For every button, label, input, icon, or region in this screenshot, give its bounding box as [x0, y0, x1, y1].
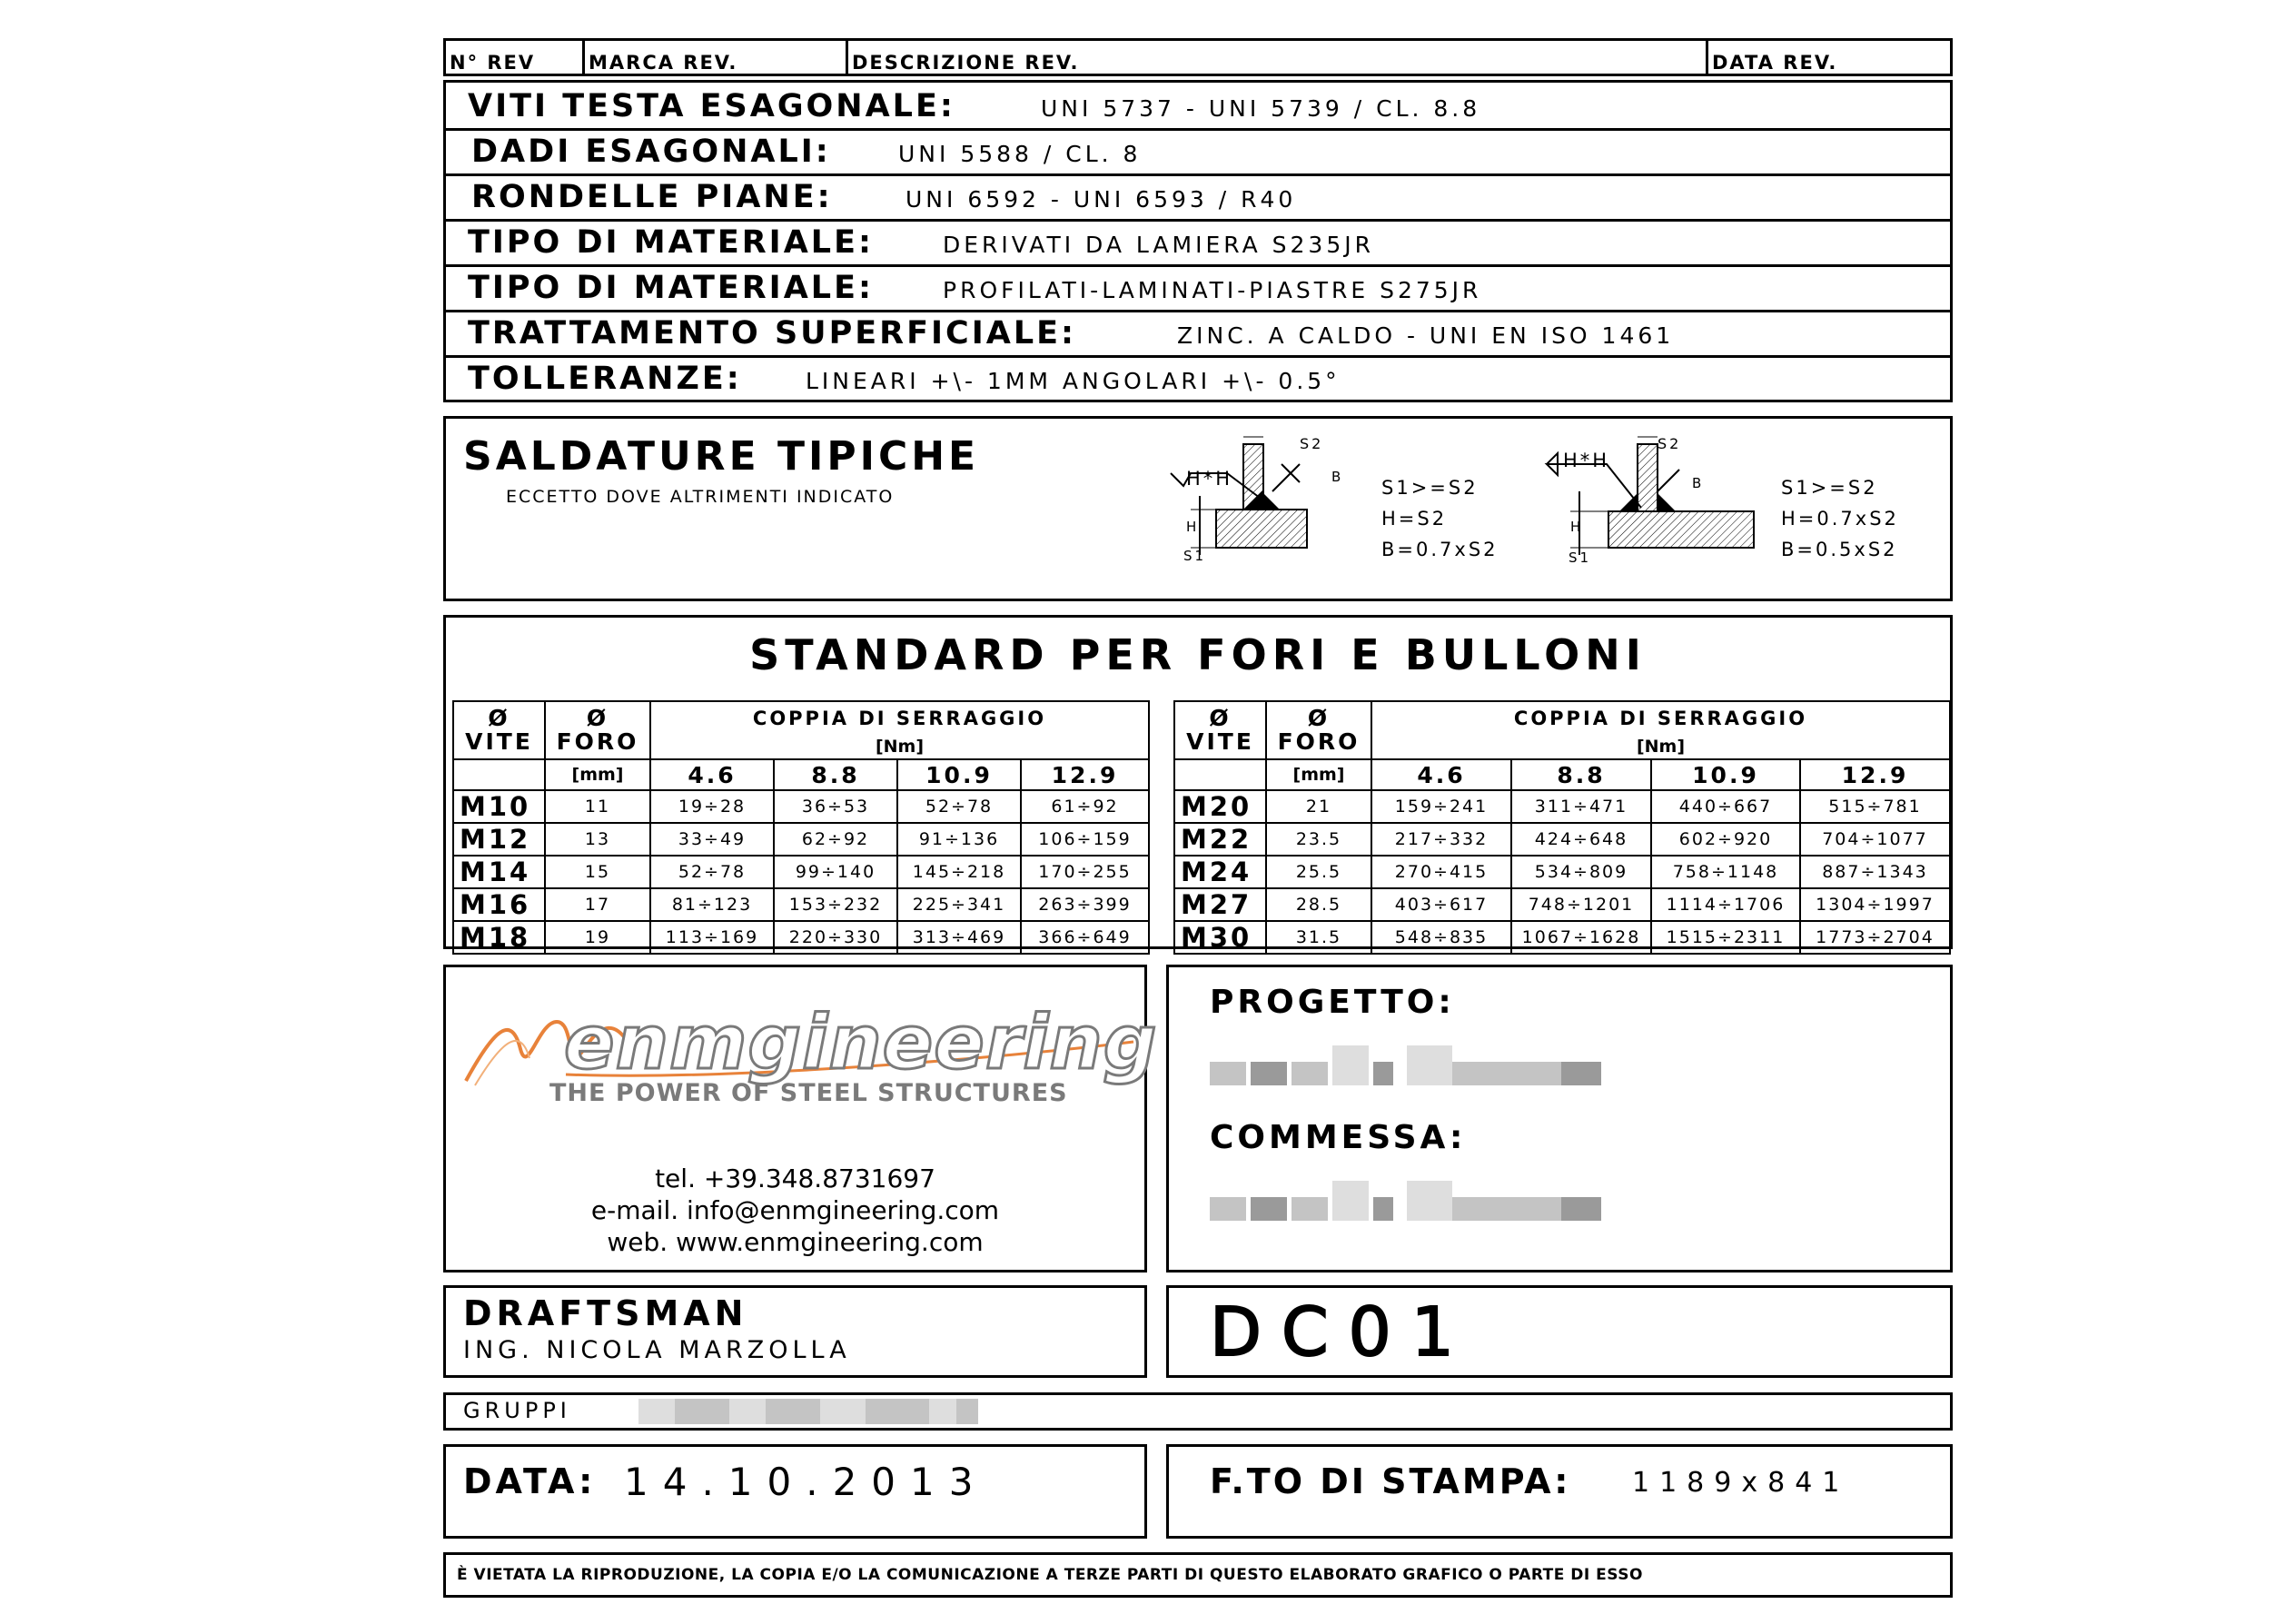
weld1-rule: H=S2 [1381, 508, 1448, 530]
torque-value: 220÷330 [774, 921, 897, 954]
copyright-notice: È VIETATA LA RIPRODUZIONE, LA COPIA E/O LA COMUNICAZIONE A TERZE PARTI DI QUESTO ELABORATO GRAFICO O PARTE DI ESSO [457, 1566, 1643, 1584]
spec-row [446, 264, 1950, 312]
spec-label: RONDELLE PIANE: [471, 179, 833, 215]
torque-value: 534÷809 [1511, 856, 1651, 888]
weld2-rule: B=0.5xS2 [1781, 539, 1898, 560]
company-web: web. www.enmgineering.com [607, 1227, 984, 1257]
spec-value: LINEARI +\- 1MM ANGOLARI +\- 0.5° [806, 368, 1341, 394]
spec-label: TOLLERANZE: [468, 361, 742, 397]
rev-number-cell [446, 41, 585, 74]
torque-header: COPPIA DI SERRAGGIO [650, 701, 1149, 734]
torque-value: 748÷1201 [1511, 888, 1651, 921]
torque-value: 62÷92 [774, 823, 897, 856]
torque-value: 91÷136 [897, 823, 1021, 856]
bolt-size: M10 [453, 790, 545, 823]
hole-diameter: 25.5 [1266, 856, 1371, 888]
grade-header: 10.9 [1651, 759, 1800, 790]
spec-value: DERIVATI DA LAMIERA S235JR [943, 232, 1374, 258]
torque-value: 36÷53 [774, 790, 897, 823]
spec-value: PROFILATI-LAMINATI-PIASTRE S275JR [943, 277, 1482, 303]
torque-value: 704÷1077 [1800, 823, 1950, 856]
bolt-row [453, 921, 1149, 954]
hole-diameter: 21 [1266, 790, 1371, 823]
grade-header: 10.9 [897, 759, 1021, 790]
torque-value: 602÷920 [1651, 823, 1800, 856]
date-value: 14.10.2013 [624, 1460, 988, 1504]
bolt-row [1174, 888, 1950, 921]
print-format-label: F.TO DI STAMPA: [1210, 1461, 1571, 1501]
foro-label: FORO [1277, 728, 1361, 755]
spec-row [446, 173, 1950, 222]
torque-value: 153÷232 [774, 888, 897, 921]
spec-label: TIPO DI MATERIALE: [468, 270, 874, 306]
hole-diameter: 31.5 [1266, 921, 1371, 954]
rev-description-cell [848, 41, 1708, 74]
torque-value: 81÷123 [650, 888, 774, 921]
rev-number-header: N° REV [450, 52, 536, 74]
bolt-row [453, 823, 1149, 856]
bolt-size: M30 [1174, 921, 1266, 954]
bolt-size: M27 [1174, 888, 1266, 921]
vite-header [1174, 701, 1266, 759]
torque-value: 1773÷2704 [1800, 921, 1950, 954]
spec-label: TRATTAMENTO SUPERFICIALE: [468, 315, 1077, 352]
weld2-rule: S1>=S2 [1781, 477, 1878, 499]
vite-label: VITE [465, 728, 533, 755]
torque-value: 1114÷1706 [1651, 888, 1800, 921]
rev-description-header: DESCRIZIONE REV. [852, 52, 1080, 74]
date-block [443, 1444, 1147, 1539]
company-phone: tel. +39.348.8731697 [655, 1164, 935, 1193]
print-format-block [1166, 1444, 1953, 1539]
bolt-size: M12 [453, 823, 545, 856]
typical-welds-block [443, 416, 1953, 601]
spec-value: UNI 5737 - UNI 5739 / CL. 8.8 [1041, 95, 1481, 122]
project-label: PROGETTO: [1210, 984, 1455, 1021]
vite-label: VITE [1186, 728, 1254, 755]
spec-row [446, 310, 1950, 358]
torque-header: COPPIA DI SERRAGGIO [1371, 701, 1950, 734]
bolts-title: STANDARD PER FORI E BULLONI [749, 630, 1647, 679]
draftsman-block [443, 1285, 1147, 1378]
specifications-block [443, 80, 1953, 402]
rev-mark-header: MARCA REV. [589, 52, 738, 74]
weld1-b: B [1331, 469, 1344, 485]
foro-label: FORO [556, 728, 639, 755]
company-block [443, 965, 1158, 1272]
drawing-code: DC01 [1210, 1293, 1474, 1371]
revision-header-row [443, 38, 1953, 76]
torque-value: 366÷649 [1021, 921, 1149, 954]
hole-diameter: 13 [545, 823, 650, 856]
fillet-weld-detail-1 [1163, 428, 1345, 591]
vite-header [453, 701, 545, 759]
foro-header [1266, 701, 1371, 759]
drawing-code-block [1166, 1285, 1953, 1378]
bolt-row [453, 790, 1149, 823]
bolt-size: M18 [453, 921, 545, 954]
torque-value: 159÷241 [1371, 790, 1511, 823]
hole-diameter: 23.5 [1266, 823, 1371, 856]
torque-value: 52÷78 [897, 790, 1021, 823]
mm-unit: [mm] [545, 759, 650, 790]
diameter-symbol: Ø [488, 705, 510, 731]
bolt-size: M20 [1174, 790, 1266, 823]
diameter-symbol: Ø [586, 705, 609, 731]
mm-unit: [mm] [1266, 759, 1371, 790]
weld1-h: H [1186, 519, 1200, 535]
logo-wordmark: enmgineering [564, 1000, 1158, 1086]
bolt-size: M16 [453, 888, 545, 921]
bolt-row [1174, 921, 1950, 954]
torque-value: 311÷471 [1511, 790, 1651, 823]
torque-value: 217÷332 [1371, 823, 1511, 856]
bolt-row [453, 856, 1149, 888]
torque-value: 313÷469 [897, 921, 1021, 954]
bolt-row [1174, 790, 1950, 823]
draftsman-label: DRAFTSMAN [463, 1293, 748, 1333]
weld1-rule: S1>=S2 [1381, 477, 1479, 499]
torque-value: 113÷169 [650, 921, 774, 954]
weld2-s1: S1 [1569, 550, 1592, 566]
groups-row [443, 1392, 1953, 1431]
hole-diameter: 17 [545, 888, 650, 921]
foro-header [545, 701, 650, 759]
spec-value: ZINC. A CALDO - UNI EN ISO 1461 [1177, 322, 1675, 349]
torque-value: 61÷92 [1021, 790, 1149, 823]
date-label: DATA: [463, 1461, 597, 1501]
hole-diameter: 15 [545, 856, 650, 888]
weld1-s1: S1 [1183, 548, 1207, 564]
bolt-size: M14 [453, 856, 545, 888]
company-email: e-mail. info@enmgineering.com [590, 1195, 1000, 1225]
spec-label: VITI TESTA ESAGONALE: [468, 88, 955, 124]
logo-tagline: THE POWER OF STEEL STRUCTURES [549, 1079, 1068, 1107]
diameter-symbol: Ø [1307, 705, 1331, 731]
grade-header: 4.6 [650, 759, 774, 790]
bolt-row [1174, 823, 1950, 856]
torque-value: 19÷28 [650, 790, 774, 823]
groups-label: GRUPPI [463, 1398, 571, 1423]
bolt-table-right-body [1174, 790, 1950, 954]
torque-value: 1515÷2311 [1651, 921, 1800, 954]
bolt-size: M24 [1174, 856, 1266, 888]
spec-row [446, 219, 1950, 267]
spec-row [446, 355, 1950, 401]
torque-unit: [Nm] [650, 734, 1149, 759]
spec-label: TIPO DI MATERIALE: [468, 224, 874, 261]
torque-value: 424÷648 [1511, 823, 1651, 856]
rev-mark-cell [585, 41, 848, 74]
weld1-s2: S2 [1300, 435, 1324, 452]
grade-header: 8.8 [774, 759, 897, 790]
weld2-s2: S2 [1658, 435, 1682, 452]
torque-value: 52÷78 [650, 856, 774, 888]
torque-value: 99÷140 [774, 856, 897, 888]
bolt-standards-block [443, 615, 1953, 953]
grade-header: 12.9 [1800, 759, 1950, 790]
weld2-b: B [1692, 475, 1705, 491]
bolt-size: M22 [1174, 823, 1266, 856]
torque-value: 145÷218 [897, 856, 1021, 888]
spec-row [446, 128, 1950, 176]
spec-row [446, 83, 1950, 131]
bolt-row [453, 888, 1149, 921]
diameter-symbol: Ø [1209, 705, 1232, 731]
hole-diameter: 19 [545, 921, 650, 954]
torque-value: 270÷415 [1371, 856, 1511, 888]
grade-header: 12.9 [1021, 759, 1149, 790]
torque-value: 515÷781 [1800, 790, 1950, 823]
grade-header: 4.6 [1371, 759, 1511, 790]
rev-date-cell [1708, 41, 1950, 74]
torque-value: 33÷49 [650, 823, 774, 856]
weld1-rule: B=0.7xS2 [1381, 539, 1499, 560]
bolt-table-left-body [453, 790, 1149, 954]
torque-value: 225÷341 [897, 888, 1021, 921]
torque-value: 403÷617 [1371, 888, 1511, 921]
weld1-tag: H*H [1186, 468, 1233, 490]
spec-value: UNI 5588 / CL. 8 [898, 141, 1142, 167]
torque-value: 263÷399 [1021, 888, 1149, 921]
draftsman-name: ING. NICOLA MARZOLLA [463, 1336, 851, 1364]
project-block [1166, 965, 1953, 1272]
order-label: COMMESSA: [1210, 1119, 1467, 1156]
bolt-table-right [1173, 700, 1951, 955]
torque-value: 758÷1148 [1651, 856, 1800, 888]
rev-date-header: DATA REV. [1712, 52, 1838, 74]
torque-unit: [Nm] [1371, 734, 1950, 759]
torque-value: 106÷159 [1021, 823, 1149, 856]
torque-value: 548÷835 [1371, 921, 1511, 954]
torque-value: 887÷1343 [1800, 856, 1950, 888]
weld2-tag: H*H [1563, 450, 1610, 471]
torque-value: 1304÷1997 [1800, 888, 1950, 921]
welds-title: SALDATURE TIPICHE [463, 433, 980, 480]
welds-subtitle: ECCETTO DOVE ALTRIMENTI INDICATO [506, 487, 895, 507]
bolt-table-left [452, 700, 1150, 955]
spec-value: UNI 6592 - UNI 6593 / R40 [906, 186, 1297, 213]
torque-value: 1067÷1628 [1511, 921, 1651, 954]
torque-value: 170÷255 [1021, 856, 1149, 888]
bolt-row [1174, 856, 1950, 888]
grade-header: 8.8 [1511, 759, 1651, 790]
hole-diameter: 28.5 [1266, 888, 1371, 921]
weld2-rule: H=0.7xS2 [1781, 508, 1899, 530]
weld2-h: H [1570, 519, 1584, 535]
print-format-value: 1189x841 [1632, 1467, 1850, 1499]
spec-label: DADI ESAGONALI: [471, 134, 831, 170]
copyright-notice-row [443, 1552, 1953, 1598]
torque-value: 440÷667 [1651, 790, 1800, 823]
hole-diameter: 11 [545, 790, 650, 823]
